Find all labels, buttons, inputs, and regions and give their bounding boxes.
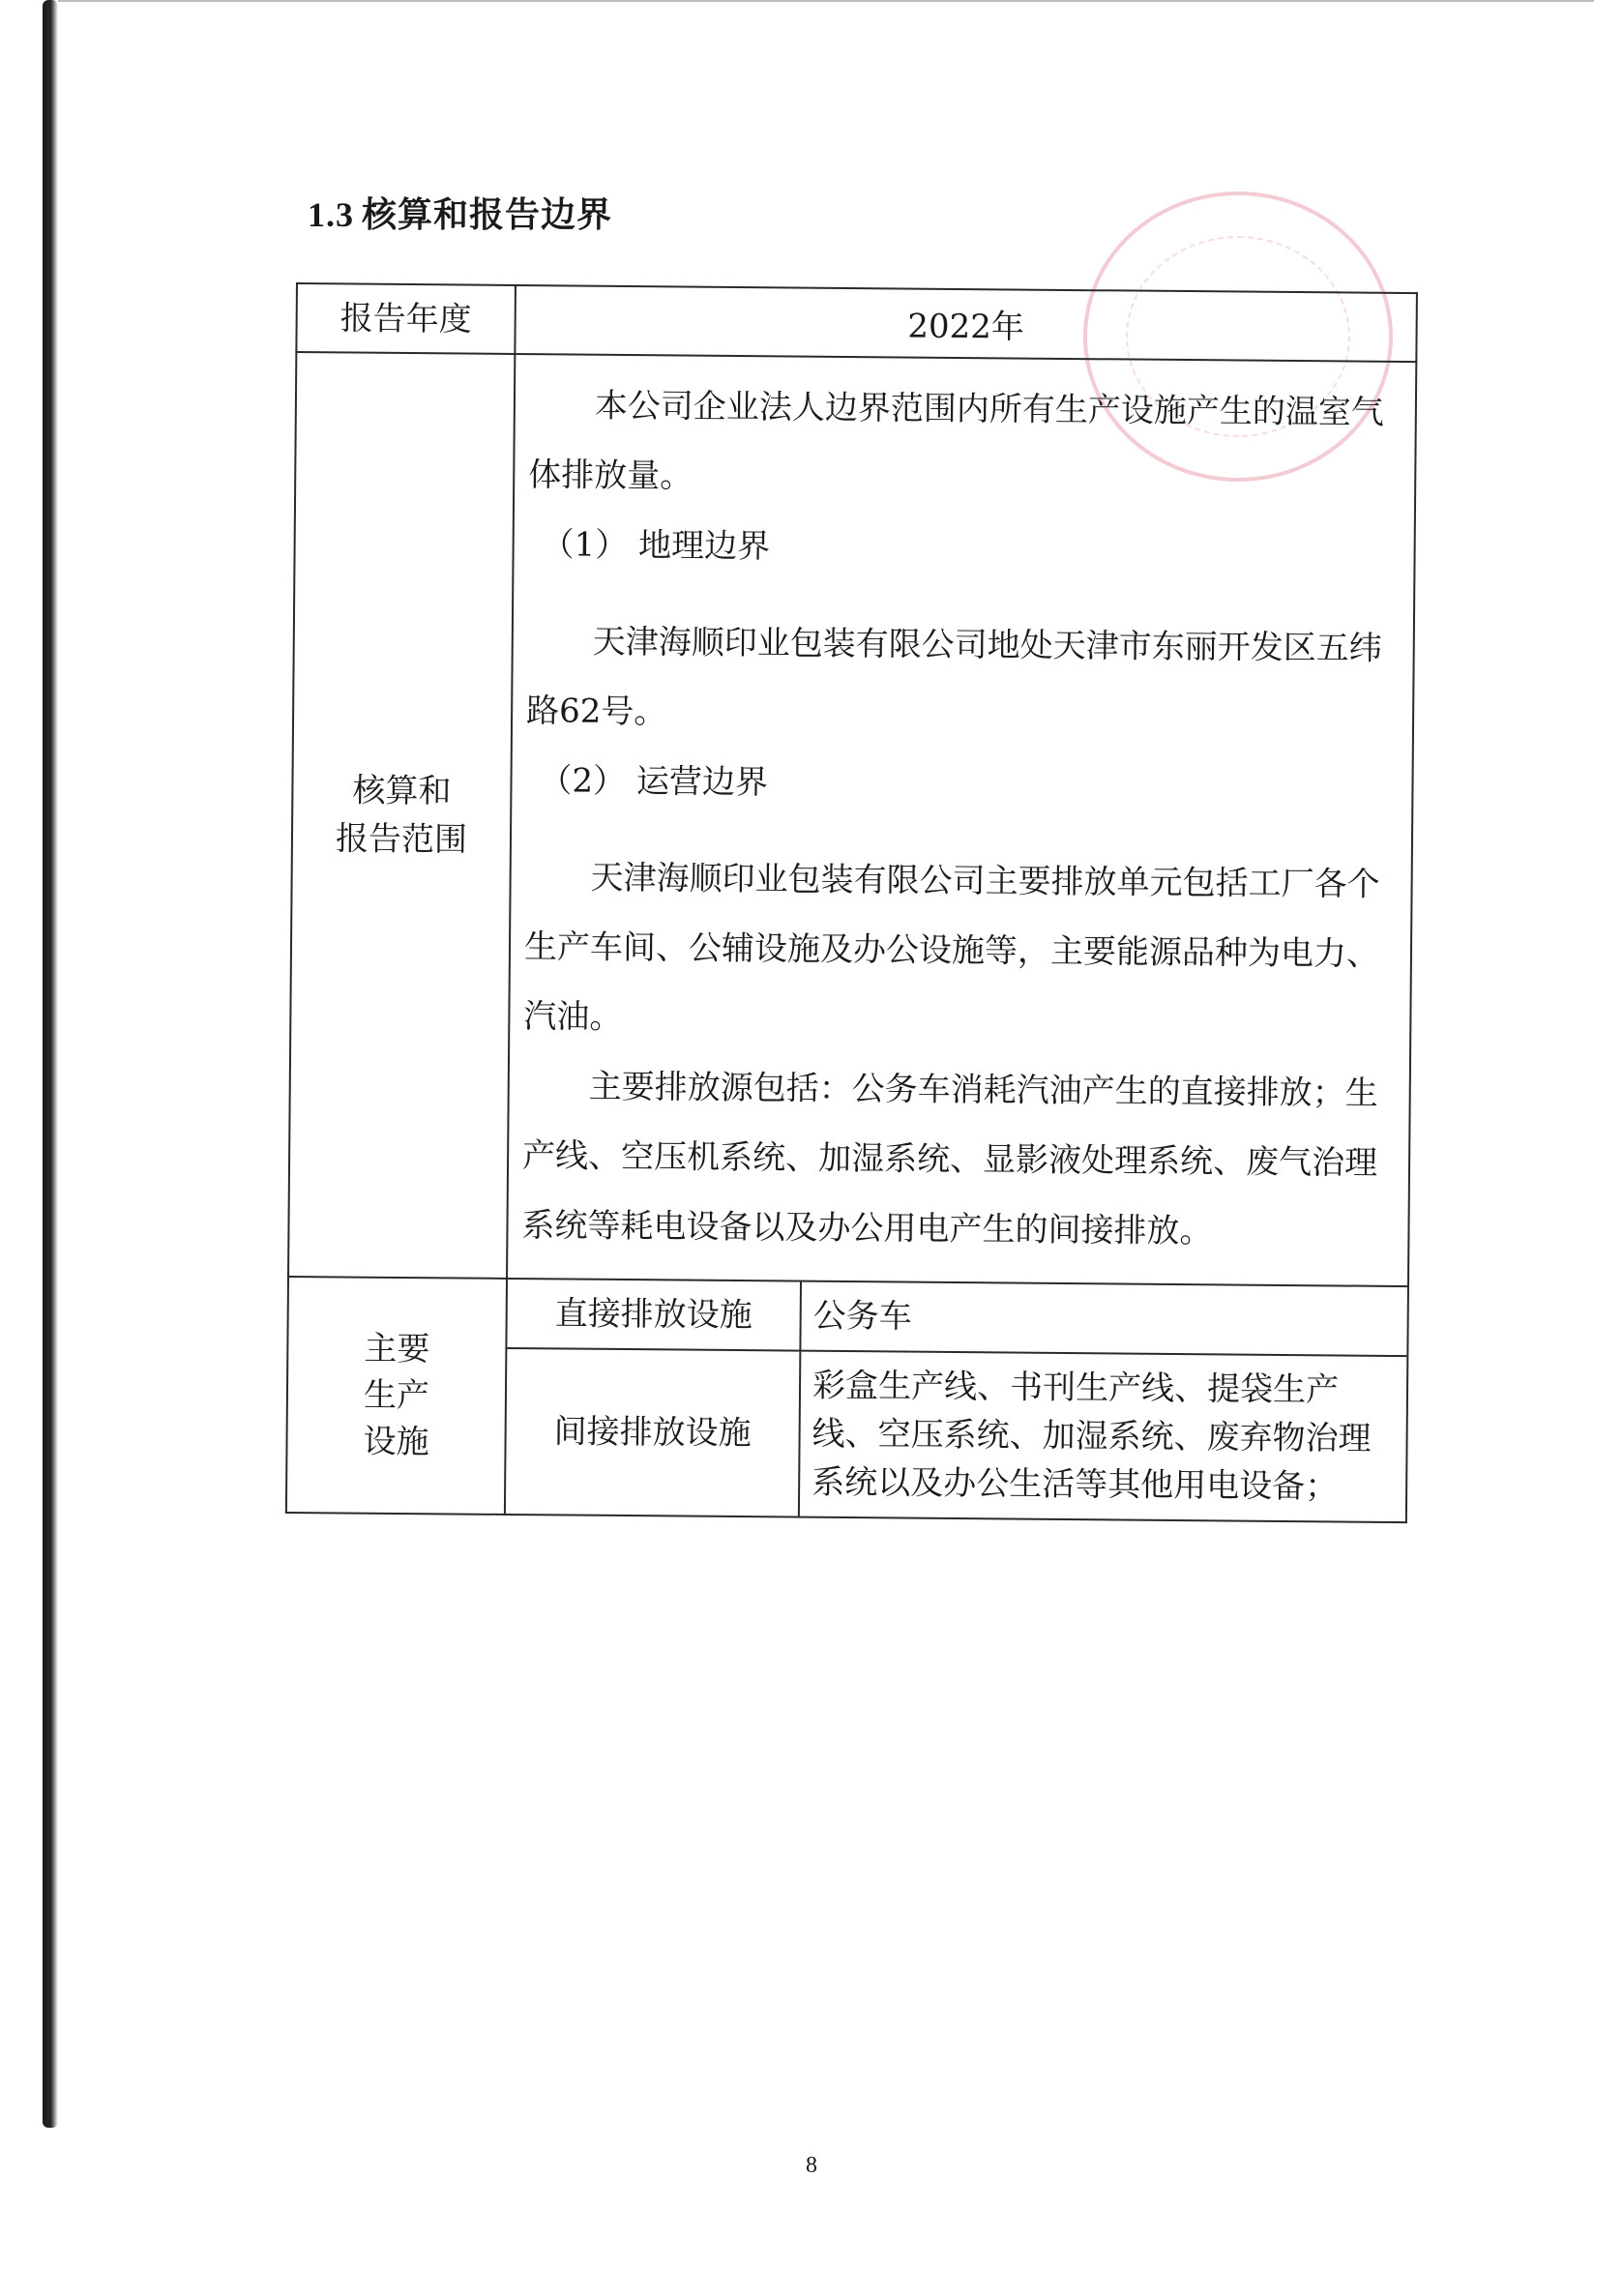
emission-sources-text: 主要排放源包括：公务车消耗汽油产生的直接排放；生产线、空压机系统、加湿系统、显影液处理系统、废气治理系统等耗电设备以及办公用电产生的间接排放。	[521, 1067, 1378, 1251]
indirect-emission-label: 间接排放设施	[506, 1348, 800, 1516]
direct-emission-row	[507, 1280, 1407, 1356]
scan-edge-shadow	[43, 0, 58, 2128]
section-number: 1.3	[308, 195, 354, 234]
geo-boundary-heading: （1） 地理边界	[541, 525, 771, 567]
scope-intro: 本公司企业法人边界范围内所有生产设施产生的温室气体排放量。	[528, 386, 1385, 496]
scan-top-edge	[58, 0, 1594, 2]
section-title: 核算和报告边界	[362, 194, 613, 235]
report-year-label: 报告年度	[296, 283, 516, 354]
indirect-emission-value: 彩盒生产线、书刊生产线、提袋生产线、空压系统、加湿系统、废弃物治理系统以及办公生活等其他用电设备；	[812, 1366, 1372, 1507]
facilities-subtable	[506, 1280, 1407, 1521]
scope-row	[288, 352, 1416, 1286]
ops-boundary-heading: （2） 运营边界	[539, 761, 769, 803]
scope-content	[507, 354, 1416, 1286]
facilities-content	[505, 1279, 1408, 1522]
scope-label-text: 核算和 报告范围	[335, 771, 468, 860]
report-year-value: 2022年	[515, 285, 1417, 362]
facilities-label	[286, 1277, 507, 1515]
page-number: 8	[806, 2153, 817, 2178]
direct-emission-label: 直接排放设施	[507, 1280, 801, 1351]
indirect-emission-row	[506, 1348, 1406, 1521]
facilities-row	[286, 1277, 1408, 1522]
direct-emission-value: 公务车	[800, 1282, 1407, 1356]
geo-boundary-text: 天津海顺印业包装有限公司地处天津市东丽开发区五纬路62号。	[525, 622, 1382, 732]
scope-label	[288, 352, 515, 1279]
section-heading	[308, 188, 612, 237]
boundary-table	[285, 282, 1418, 1523]
report-year-row	[296, 283, 1417, 362]
facilities-label-text: 主要 生产 设施	[363, 1329, 430, 1462]
ops-boundary-text: 天津海顺印业包装有限公司主要排放单元包括工厂各个生产车间、公辅设施及办公设施等，主要能源品种为电力、汽油。	[523, 858, 1380, 1037]
